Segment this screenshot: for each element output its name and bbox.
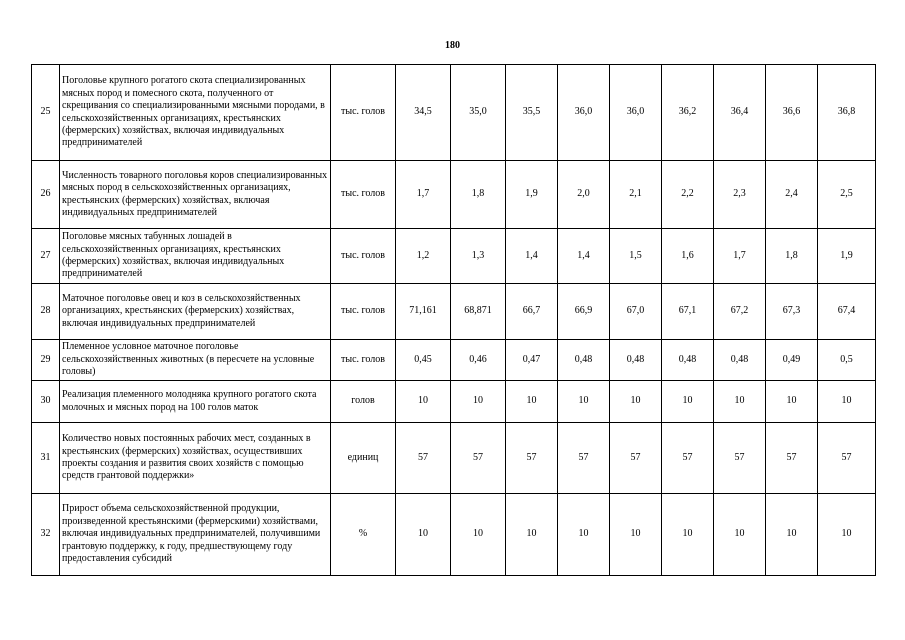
value-cell: 57 — [558, 423, 610, 494]
value-cell: 10 — [662, 494, 714, 576]
value-cell: 67,0 — [610, 284, 662, 340]
value-cell: 36,0 — [558, 65, 610, 161]
value-cell: 67,4 — [818, 284, 876, 340]
value-cell: 1,5 — [610, 229, 662, 284]
row-number: 26 — [32, 161, 60, 229]
value-cell: 10 — [818, 494, 876, 576]
table-row — [32, 161, 876, 229]
value-cell: 2,0 — [558, 161, 610, 229]
table-row — [32, 340, 876, 381]
unit-cell: единиц — [331, 423, 396, 494]
value-cell: 0,48 — [558, 340, 610, 381]
value-cell: 10 — [714, 494, 766, 576]
value-cell: 36,8 — [818, 65, 876, 161]
indicator-description: Реализация племенного молодняка крупного рогатого скота молочных и мясных пород на 100 голов маток — [60, 381, 331, 423]
value-cell: 10 — [558, 494, 610, 576]
row-number: 29 — [32, 340, 60, 381]
value-cell: 36,2 — [662, 65, 714, 161]
indicator-description: Поголовье мясных табунных лошадей в сельскохозяйственных организациях, крестьянских (фермерских) хозяйствах, включая индивидуальных предпринимателей — [60, 229, 331, 284]
value-cell: 10 — [451, 381, 506, 423]
indicator-description: Прирост объема сельскохозяйственной продукции, произведенной крестьянскими (фермерскими) хозяйствами, включая индивидуальных предпринимателей, получившими грантовую поддержку, к году, предшествующему году предоставления субсидий — [60, 494, 331, 576]
value-cell: 0,5 — [818, 340, 876, 381]
value-cell: 67,3 — [766, 284, 818, 340]
value-cell: 1,8 — [766, 229, 818, 284]
value-cell: 35,0 — [451, 65, 506, 161]
value-cell: 10 — [610, 381, 662, 423]
value-cell: 10 — [506, 494, 558, 576]
value-cell: 1,4 — [506, 229, 558, 284]
value-cell: 10 — [558, 381, 610, 423]
row-number: 31 — [32, 423, 60, 494]
row-number: 25 — [32, 65, 60, 161]
value-cell: 2,5 — [818, 161, 876, 229]
value-cell: 10 — [662, 381, 714, 423]
value-cell: 1,9 — [506, 161, 558, 229]
value-cell: 57 — [766, 423, 818, 494]
value-cell: 68,871 — [451, 284, 506, 340]
value-cell: 67,2 — [714, 284, 766, 340]
value-cell: 2,2 — [662, 161, 714, 229]
value-cell: 1,2 — [396, 229, 451, 284]
page-number: 180 — [445, 40, 460, 51]
value-cell: 10 — [506, 381, 558, 423]
value-cell: 0,49 — [766, 340, 818, 381]
value-cell: 10 — [396, 381, 451, 423]
value-cell: 57 — [451, 423, 506, 494]
table-row — [32, 381, 876, 423]
value-cell: 57 — [506, 423, 558, 494]
value-cell: 35,5 — [506, 65, 558, 161]
unit-cell: тыс. голов — [331, 229, 396, 284]
value-cell: 1,9 — [818, 229, 876, 284]
value-cell: 2,3 — [714, 161, 766, 229]
value-cell: 10 — [766, 494, 818, 576]
table-row — [32, 494, 876, 576]
indicators-table — [31, 64, 876, 576]
table-body — [32, 65, 876, 576]
value-cell: 0,48 — [662, 340, 714, 381]
value-cell: 34,5 — [396, 65, 451, 161]
value-cell: 1,7 — [714, 229, 766, 284]
row-number: 30 — [32, 381, 60, 423]
indicator-description: Поголовье крупного рогатого скота специализированных мясных пород и помесного скота, полученного от скрещивания со специализированными мясными породами, в сельскохозяйственных организациях, крестьянских (фермерских) хозяйствах, включая индивидуальных предпринимателей — [60, 65, 331, 161]
indicator-description: Численность товарного поголовья коров специализированных мясных пород в сельскохозяйственных организациях, крестьянских (фермерских) хозяйствах, включая индивидуальных предпринимателей — [60, 161, 331, 229]
value-cell: 0,47 — [506, 340, 558, 381]
value-cell: 57 — [714, 423, 766, 494]
value-cell: 0,46 — [451, 340, 506, 381]
value-cell: 57 — [610, 423, 662, 494]
unit-cell: голов — [331, 381, 396, 423]
value-cell: 57 — [396, 423, 451, 494]
value-cell: 1,7 — [396, 161, 451, 229]
value-cell: 71,161 — [396, 284, 451, 340]
unit-cell: тыс. голов — [331, 340, 396, 381]
value-cell: 1,6 — [662, 229, 714, 284]
value-cell: 10 — [610, 494, 662, 576]
value-cell: 10 — [451, 494, 506, 576]
value-cell: 10 — [396, 494, 451, 576]
value-cell: 2,4 — [766, 161, 818, 229]
table-row — [32, 229, 876, 284]
value-cell: 57 — [818, 423, 876, 494]
indicator-description: Количество новых постоянных рабочих мест, созданных в крестьянских (фермерских) хозяйствах, осуществивших проекты создания и развития своих хозяйств с помощью средств грантовой поддержки» — [60, 423, 331, 494]
indicator-description: Племенное условное маточное поголовье сельскохозяйственных животных (в пересчете на условные головы) — [60, 340, 331, 381]
value-cell: 66,9 — [558, 284, 610, 340]
value-cell: 1,3 — [451, 229, 506, 284]
value-cell: 57 — [662, 423, 714, 494]
value-cell: 1,8 — [451, 161, 506, 229]
value-cell: 0,48 — [714, 340, 766, 381]
table-row — [32, 65, 876, 161]
unit-cell: тыс. голов — [331, 65, 396, 161]
table-row — [32, 284, 876, 340]
unit-cell: тыс. голов — [331, 284, 396, 340]
value-cell: 2,1 — [610, 161, 662, 229]
value-cell: 67,1 — [662, 284, 714, 340]
value-cell: 1,4 — [558, 229, 610, 284]
value-cell: 10 — [766, 381, 818, 423]
unit-cell: % — [331, 494, 396, 576]
table-row — [32, 423, 876, 494]
value-cell: 0,45 — [396, 340, 451, 381]
value-cell: 36,0 — [610, 65, 662, 161]
row-number: 32 — [32, 494, 60, 576]
value-cell: 0,48 — [610, 340, 662, 381]
row-number: 27 — [32, 229, 60, 284]
unit-cell: тыс. голов — [331, 161, 396, 229]
value-cell: 66,7 — [506, 284, 558, 340]
value-cell: 10 — [714, 381, 766, 423]
value-cell: 10 — [818, 381, 876, 423]
row-number: 28 — [32, 284, 60, 340]
value-cell: 36,6 — [766, 65, 818, 161]
value-cell: 36,4 — [714, 65, 766, 161]
indicator-description: Маточное поголовье овец и коз в сельскохозяйственных организациях, крестьянских (фермерских) хозяйствах, включая индивидуальных предпринимателей — [60, 284, 331, 340]
